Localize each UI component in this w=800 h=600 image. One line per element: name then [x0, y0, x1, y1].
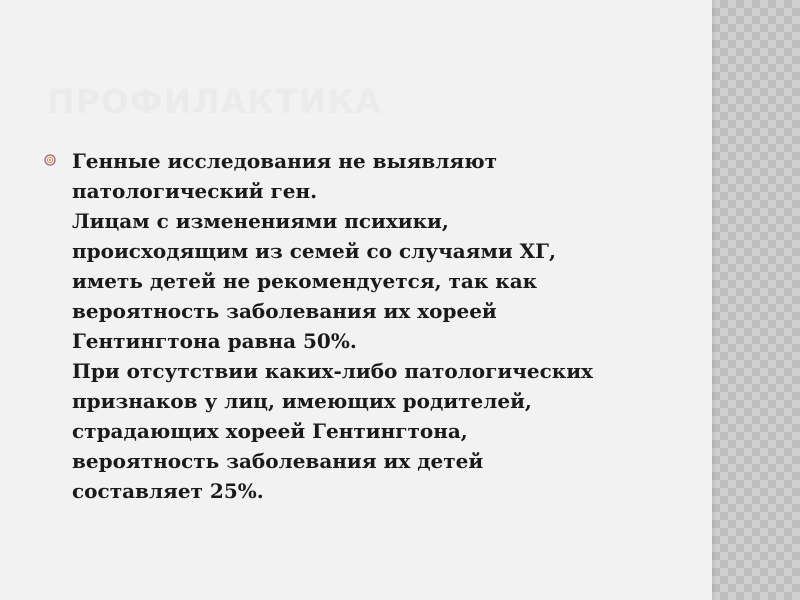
decorative-side-pattern [712, 0, 800, 600]
text-line: признаков у лиц, имеющих родителей, [72, 389, 532, 413]
text-line: При отсутствии каких-либо патологических [72, 359, 593, 383]
text-line: составляет 25%. [72, 479, 264, 503]
bullet-text [72, 146, 682, 506]
text-line: происходящим из семей со случаями ХГ, [72, 239, 556, 263]
text-line: Гентингтона равна 50%. [72, 329, 357, 353]
text-line: патологический ген. [72, 179, 318, 203]
spiral-bullet-icon [44, 154, 56, 166]
text-line: страдающих хореей Гентингтона, [72, 419, 468, 443]
slide-title: ПРОФИЛАКТИКА [47, 82, 382, 121]
text-line: иметь детей не рекомендуется, так как [72, 269, 538, 293]
text-line: Генные исследования не выявляют [72, 149, 498, 173]
text-line: Лицам с изменениями психики, [72, 209, 449, 233]
text-line: вероятность заболевания их детей [72, 449, 484, 473]
text-line: вероятность заболевания их хореей [72, 299, 497, 323]
